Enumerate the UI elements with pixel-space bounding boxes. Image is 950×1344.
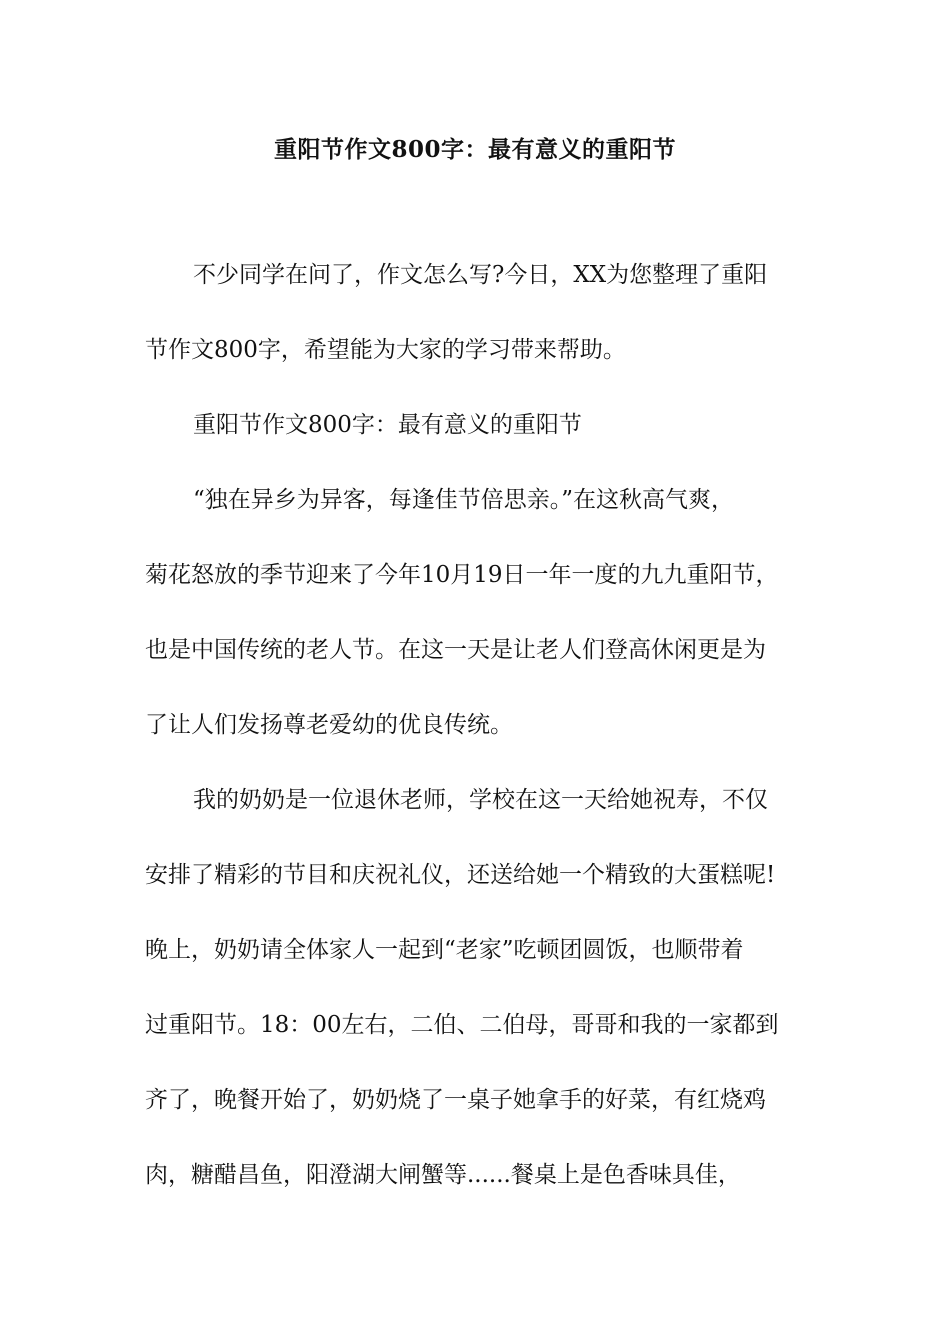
- paragraph-line: 安排了精彩的节目和庆祝礼仪，还送给她一个精致的大蛋糕呢!: [145, 862, 776, 888]
- paragraph-line: 过重阳节。18：00左右，二伯、二伯母，哥哥和我的一家都到: [145, 1012, 779, 1038]
- paragraph-line: 齐了，晚餐开始了，奶奶烧了一桌子她拿手的好菜，有红烧鸡: [145, 1087, 766, 1113]
- paragraph-line: 晚上，奶奶请全体家人一起到“老家”吃顿团圆饭，也顺带着: [145, 937, 744, 963]
- paragraph-line: 节作文800字，希望能为大家的学习带来帮助。: [145, 337, 626, 363]
- paragraph-line: 不少同学在问了，作文怎么写?今日，XX为您整理了重阳: [193, 262, 768, 288]
- paragraph-line: 肉，糖醋昌鱼，阳澄湖大闸蟹等......餐桌上是色香味具佳，: [145, 1162, 741, 1188]
- paragraph-line: 重阳节作文800字：最有意义的重阳节: [193, 412, 582, 438]
- paragraph-line: 也是中国传统的老人节。在这一天是让老人们登高休闲更是为: [145, 637, 766, 663]
- paragraph-line: 菊花怒放的季节迎来了今年10月19日一年一度的九九重阳节，: [145, 562, 779, 588]
- document-title: 重阳节作文800字：最有意义的重阳节: [273, 136, 676, 163]
- paragraph-line: 了让人们发扬尊老爱幼的优良传统。: [145, 712, 513, 738]
- paragraph-line: 我的奶奶是一位退休老师，学校在这一天给她祝寿，不仅: [193, 787, 768, 813]
- paragraph-line: “独在异乡为异客，每逢佳节倍思亲。”在这秋高气爽，: [193, 487, 735, 513]
